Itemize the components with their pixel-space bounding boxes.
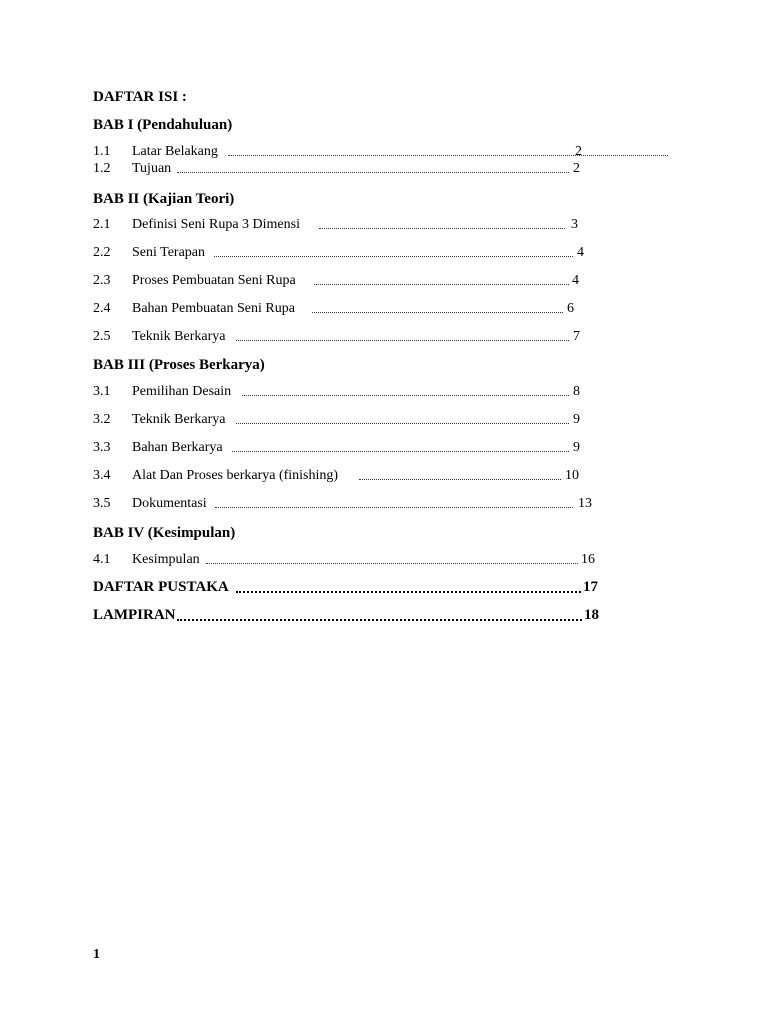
section-heading-bab-1: BAB I (Pendahuluan) <box>93 117 233 133</box>
entry-label: Pemilihan Desain <box>132 384 232 399</box>
dot-leader <box>232 451 569 452</box>
entry-label: Definisi Seni Rupa 3 Dimensi <box>132 217 300 232</box>
section-heading-bab-3: BAB III (Proses Berkarya) <box>93 357 265 373</box>
entry-number: 3.5 <box>93 496 111 511</box>
entry-page: 18 <box>584 607 599 623</box>
toc-title: DAFTAR ISI : <box>93 89 187 105</box>
toc-entry-lampiran <box>93 606 613 624</box>
entry-number: 1.2 <box>93 161 111 176</box>
dot-leader <box>215 507 573 508</box>
entry-page: 8 <box>573 384 580 399</box>
dot-leader <box>177 172 569 173</box>
entry-number: 4.1 <box>93 552 111 567</box>
entry-label: Teknik Berkarya <box>132 412 226 427</box>
entry-label: Tujuan <box>132 161 172 176</box>
entry-label: Dokumentasi <box>132 496 207 511</box>
entry-number: 2.1 <box>93 217 111 232</box>
entry-number: 2.3 <box>93 273 111 288</box>
entry-label: Teknik Berkarya <box>132 329 226 344</box>
entry-page: 9 <box>573 440 580 455</box>
entry-page: 2 <box>573 161 580 176</box>
entry-label: Proses Pembuatan Seni Rupa <box>132 273 296 288</box>
entry-number: 2.5 <box>93 329 111 344</box>
dot-leader <box>236 423 569 424</box>
entry-page: 17 <box>583 579 598 595</box>
dot-leader <box>236 591 581 593</box>
entry-page: 2 <box>575 144 582 159</box>
dot-leader <box>206 563 578 564</box>
entry-page: 16 <box>581 552 595 567</box>
entry-page: 4 <box>572 273 579 288</box>
toc-entry-daftar-pustaka <box>93 578 613 596</box>
dot-leader <box>228 155 668 156</box>
entry-number: 2.2 <box>93 245 111 260</box>
entry-label: Seni Terapan <box>132 245 206 260</box>
entry-number: 1.1 <box>93 144 111 159</box>
entry-label: Bahan Pembuatan Seni Rupa <box>132 301 295 316</box>
entry-label: Latar Belakang <box>132 144 218 159</box>
dot-leader <box>312 312 563 313</box>
entry-page: 3 <box>571 217 578 232</box>
page-number: 1 <box>93 947 100 962</box>
entry-label: Alat Dan Proses berkarya (finishing) <box>132 468 339 483</box>
section-heading-bab-4: BAB IV (Kesimpulan) <box>93 525 236 541</box>
dot-leader <box>314 284 569 285</box>
entry-number: 3.3 <box>93 440 111 455</box>
section-heading-bab-2: BAB II (Kajian Teori) <box>93 191 235 207</box>
dot-leader <box>319 228 565 229</box>
entry-number: 3.4 <box>93 468 111 483</box>
dot-leader <box>242 395 569 396</box>
dot-leader <box>359 479 561 480</box>
entry-label: Kesimpulan <box>132 552 200 567</box>
entry-page: 7 <box>573 329 580 344</box>
entry-page: 6 <box>567 301 574 316</box>
entry-page: 9 <box>573 412 580 427</box>
dot-leader <box>236 340 569 341</box>
dot-leader <box>214 256 573 257</box>
dot-leader <box>177 619 582 621</box>
entry-number: 2.4 <box>93 301 111 316</box>
entry-label: LAMPIRAN <box>93 607 176 623</box>
entry-label: DAFTAR PUSTAKA <box>93 579 229 595</box>
entry-page: 4 <box>577 245 584 260</box>
entry-number: 3.1 <box>93 384 111 399</box>
entry-label: Bahan Berkarya <box>132 440 223 455</box>
entry-number: 3.2 <box>93 412 111 427</box>
entry-page: 10 <box>565 468 579 483</box>
entry-page: 13 <box>578 496 592 511</box>
